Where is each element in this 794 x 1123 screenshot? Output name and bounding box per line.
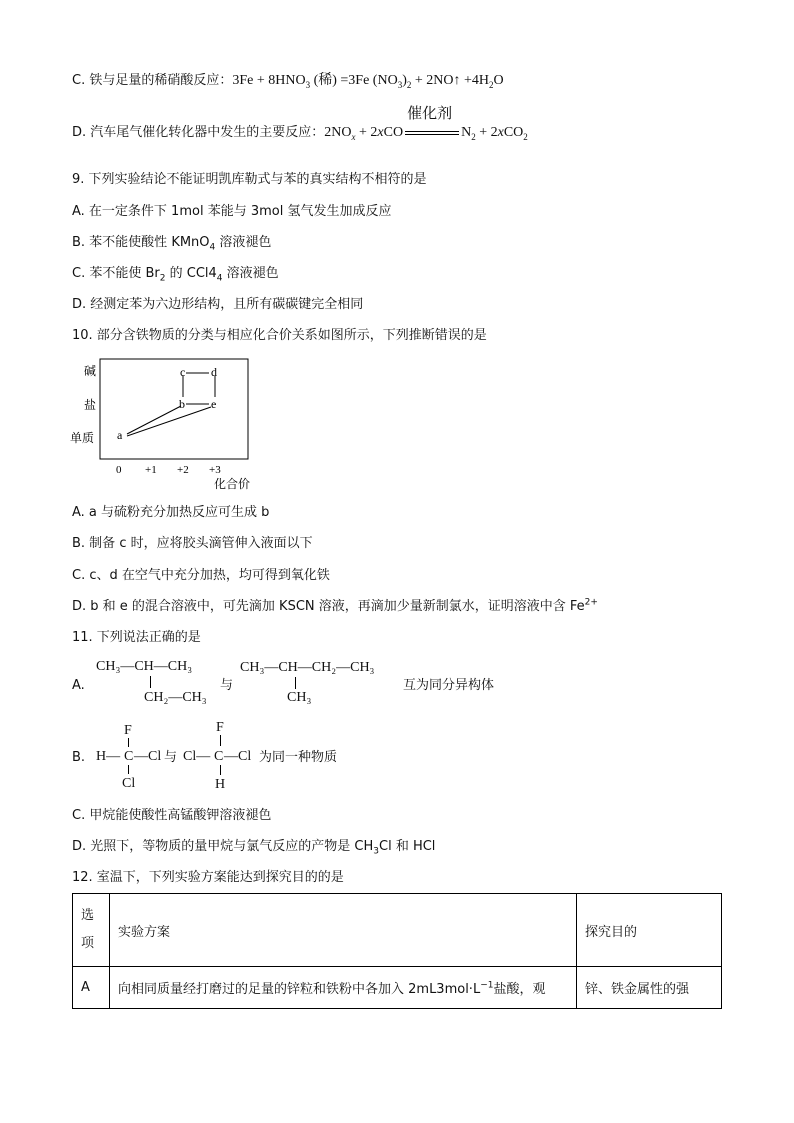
- q10-option-b: B. 制备 c 时，应将胶头滴管伸入液面以下: [72, 536, 313, 551]
- molecule1-branch-bond: [150, 676, 151, 688]
- atom-cl-bond: —Cl: [224, 749, 252, 764]
- molecule2-main-chain: CH₃—CH—CH₂—CH₃: [240, 660, 375, 675]
- header-plan: 实验方案: [110, 894, 577, 967]
- atom-cl: Cl: [122, 776, 136, 791]
- option-text: 互为同分异构体: [403, 678, 495, 693]
- x-label-0: 0: [116, 464, 122, 476]
- table-row: [73, 967, 722, 1009]
- diagram-frame: [100, 359, 248, 459]
- atom-f: F: [216, 720, 224, 735]
- point-a: a: [117, 428, 123, 442]
- q11-option-c: C. 甲烷能使酸性高锰酸钾溶液褪色: [72, 808, 272, 823]
- q12-stem: 12. 室温下，下列实验方案能达到探究目的的是: [72, 870, 344, 885]
- q9-stem: 9. 下列实验结论不能证明凯库勒式与苯的真实结构不相符的是: [72, 172, 427, 187]
- atom-h-bond: H—: [96, 749, 121, 764]
- y-label-element: 单质: [70, 431, 95, 445]
- q10-stem: 10. 部分含铁物质的分类与相应化合价关系如图所示，下列推断错误的是: [72, 328, 487, 343]
- atom-cl-bond: Cl—: [183, 749, 211, 764]
- q9-option-c: C. 苯不能使 $Br_2$ 的 $CCl4_4$ 溶液褪色: [72, 266, 279, 284]
- cell-goal: 锌、铁金属性的强: [577, 967, 722, 1009]
- q10-option-c: C. c、d 在空气中充分加热，均可得到氧化铁: [72, 568, 330, 583]
- q9-option-b: B. 苯不能使酸性 KMnO$_4$ 溶液褪色: [72, 235, 272, 253]
- bond-vertical: [128, 738, 129, 747]
- q10-option-a: A. a 与硫粉充分加热反应可生成 b: [72, 505, 270, 520]
- y-label-salt: 盐: [84, 398, 97, 412]
- header-option: 选项: [73, 894, 110, 967]
- q9-option-d: D. 经测定苯为六边形结构，且所有碳碳键完全相同: [72, 297, 364, 312]
- option-label: B.: [72, 750, 86, 765]
- table-header-row: [73, 894, 722, 967]
- x-label-plus1: +1: [145, 464, 157, 476]
- q10-option-d: D. b 和 e 的混合溶液中，可先滴加 KSCN 溶液，再滴加少量新制氯水，证明溶液中含 $Fe^{2+}$: [72, 597, 598, 614]
- atom-f: F: [124, 723, 132, 738]
- atom-c: C: [214, 749, 224, 764]
- experiment-table: [72, 893, 722, 1009]
- bond-vertical: [220, 735, 221, 746]
- option-text: 为同一种物质: [259, 750, 338, 765]
- q9-option-a: A. 在一定条件下 1mol 苯能与 3mol 氢气发生加成反应: [72, 204, 392, 219]
- point-d: d: [211, 365, 217, 379]
- option-text: D. 汽车尾气催化转化器中发生的主要反应：: [72, 125, 325, 141]
- molecule1-main-chain: CH₃—CH—CH₃: [96, 659, 193, 674]
- header-goal: 探究目的: [577, 894, 722, 967]
- molecule2-branch-bond: [295, 677, 296, 689]
- chemical-equation: $3Fe + 8HNO_3$ (稀) =3Fe $(NO_3)_2$ + 2NO↑ $+4H_2O$: [232, 73, 504, 90]
- x-axis-title: 化合价: [214, 477, 251, 491]
- cell-plan: 向相同质量经打磨过的足量的锌粒和铁粉中各加入 $2mL3mol\cdot L^{-1}$盐酸，观: [110, 967, 577, 1009]
- point-e: e: [211, 397, 217, 411]
- connector-text: 与: [164, 750, 178, 765]
- point-c: c: [180, 365, 186, 379]
- line-a-e: [127, 407, 211, 436]
- bond-vertical: [220, 765, 221, 775]
- option-label: A.: [72, 678, 85, 693]
- x-label-plus2: +2: [177, 464, 189, 476]
- molecule1-branch: CH₂—CH₃: [144, 690, 207, 705]
- atom-cl-bond: —Cl: [134, 749, 162, 764]
- option-d-equation-line: [72, 104, 528, 143]
- chemical-equation: $2NO_x + 2xCO$ 催化剂 $N_2 + 2xCO_2$: [324, 104, 528, 143]
- cell-option: A: [73, 967, 110, 1009]
- q11-stem: 11. 下列说法正确的是: [72, 630, 201, 645]
- point-b: b: [179, 397, 185, 411]
- molecule2-branch: CH₃: [287, 690, 312, 705]
- iron-valence-diagram: [70, 354, 260, 492]
- catalyst-arrow: [403, 104, 461, 142]
- bond-vertical: [128, 765, 129, 774]
- x-label-plus3: +3: [209, 464, 221, 476]
- q11-option-d: D. 光照下，等物质的量甲烷与氯气反应的产物是 $CH_3Cl$ 和 HCl: [72, 839, 436, 857]
- connector-text: 与: [220, 678, 234, 693]
- atom-c: C: [124, 749, 134, 764]
- option-c-equation-line: [72, 72, 504, 90]
- option-text: C. 铁与足量的稀硝酸反应：: [72, 73, 233, 88]
- atom-h: H: [215, 777, 226, 792]
- catalyst-label: 催化剂: [407, 104, 453, 122]
- y-label-base: 碱: [84, 364, 97, 378]
